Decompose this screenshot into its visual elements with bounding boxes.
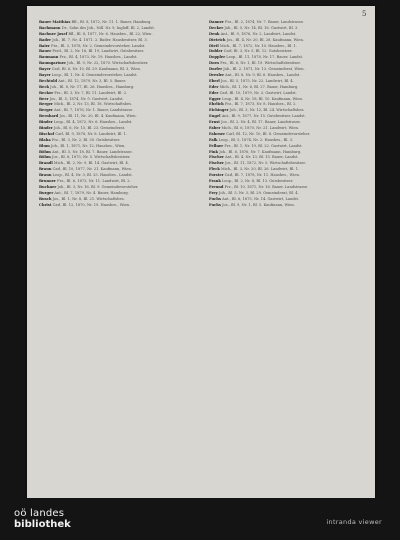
- directory-entry: [209, 120, 369, 125]
- entry-text: Frz., Bl. 4, 1873, Nr. 19. Hausbes., Landst.: [59, 55, 138, 60]
- directory-entry: [209, 91, 369, 96]
- entry-text: Carl, Bl. 7, 1878, Nr. 11. Hausbes., Wien.: [224, 173, 300, 178]
- directory-entry: [209, 126, 369, 131]
- entry-text: Mich., Bl. 3, Nr. 20, Bl. 26. Landwirt, Bl. 1.: [221, 167, 300, 172]
- directory-entry: [209, 102, 369, 107]
- directory-entry: [209, 150, 369, 155]
- entry-name: Buchner: [39, 184, 57, 189]
- entry-name: Dorfer: [209, 67, 223, 72]
- directory-entry: [39, 38, 199, 43]
- entry-text: Jos., Bl. 5, 1874, Nr. 9. Gastwirt, Landst.: [49, 96, 124, 101]
- directory-entry: [209, 197, 369, 202]
- entry-name: Beer: [39, 96, 49, 101]
- entry-name: Brandl: [39, 161, 53, 166]
- entry-text: Frz., Bl. 6, 1873, Nr. 11. Landwirt, Bl. 2.: [57, 179, 131, 184]
- entry-text: Ant., Bl. 4, Nr. 13, Bl. 15. Bauer, Landst.: [225, 155, 299, 160]
- entry-text: Joh., Bl. 8, Nr. 17, Bl. 26. Hausbes., Hamburg.: [50, 84, 135, 89]
- entry-text: Mich., Bl. 1, Nr. 6, Bl. 27. Bauer, Hamburg.: [219, 84, 299, 89]
- entry-name: Frey: [209, 190, 218, 195]
- directory-entry: [209, 132, 369, 137]
- entry-text: Frz., Bl. 7, 1873, Nr. 8. Hausbes., Bl. 2.: [224, 102, 297, 107]
- entry-name: Binder: [39, 126, 53, 131]
- entry-text: Jos., Bl. 9, Nr. 1, Bl. 5. Kaufmann, Wien.: [222, 202, 295, 207]
- directory-entry: [39, 61, 199, 66]
- directory-entry: [39, 191, 199, 196]
- directory-entry: [39, 120, 199, 125]
- entry-name: Böhm: [39, 149, 51, 154]
- entry-text: Joh., Bl. 6, Nr. 15, Bl. 23. Gemeinderat.: [53, 126, 126, 131]
- right-column: [209, 20, 369, 490]
- entry-text: Carl, Bl. 12, Nr. 10, Bl. 8. Gemeindevorsteher.: [226, 131, 311, 136]
- entry-name: Forster: [209, 173, 224, 178]
- entry-name: Denk: [209, 31, 220, 36]
- entry-name: Fellner: [209, 143, 224, 148]
- entry-name: Frank: [209, 179, 221, 184]
- entry-name: Danner: [209, 20, 224, 24]
- entry-name: Dorn: [209, 61, 220, 66]
- directory-entry: [39, 97, 199, 102]
- entry-text: Jos., Bl. 8, 1875, Nr. 5. Wirtschaftsbesitzer.: [52, 155, 131, 160]
- entry-name: Bayer: [39, 73, 51, 78]
- directory-entry: [209, 26, 369, 31]
- entry-name: Bechtold: [39, 78, 58, 83]
- directory-entry: [209, 38, 369, 43]
- entry-text: Carl, Bl. 3, Nr. 5, Bl. 12. Gutsbesitzer.: [223, 49, 293, 54]
- entry-name: Decker: [209, 25, 224, 30]
- entry-name: Bernhard: [39, 114, 59, 119]
- entry-name: Baumann: [39, 55, 59, 60]
- entry-name: Bachner Josef: [39, 31, 68, 36]
- entry-text: Carl, Bl. 6, Nr. 10, Bl. 29. Kaufmann, Bl. 3, Wien.: [51, 67, 141, 72]
- entry-text: Joh., Bl. 3, Nr. 12, Bl. 24. Wirtschaftsbes.: [229, 108, 305, 113]
- directory-entry: [39, 20, 199, 25]
- entry-text: Bfl., Bl. 8, 1872, Nr. 11. 1. Bauer, Hamburg.: [71, 20, 152, 24]
- entry-text: Frz., Bl. 3, 1878, Nr. 2. Gemeindevorsteher, Landst.: [51, 43, 146, 48]
- directory-entry: [39, 150, 199, 155]
- entry-text: Mich., Bl. 2, Nr. 9, Bl. 14. Gastwirt, Bl. 4.: [53, 161, 129, 166]
- entry-name: Binder: [39, 120, 53, 125]
- entry-name: Christ: [39, 202, 52, 207]
- directory-entry: [39, 155, 199, 160]
- entry-name: Fischer: [209, 155, 224, 160]
- directory-entry: [209, 114, 369, 119]
- entry-text: Ant., Bl. 9, 1877, Nr. 15. Gutsbesitzer, Landst.: [221, 114, 306, 119]
- directory-entry: [39, 179, 199, 184]
- directory-entry: [209, 32, 369, 37]
- entry-name: Berger: [39, 102, 53, 107]
- entry-name: Ernst: [209, 120, 220, 125]
- entry-name: Engel: [209, 114, 221, 119]
- entry-text: Jos., Bl. 11, Nr. 20, Bl. 4. Kaufmann, Wien.: [59, 114, 137, 119]
- directory-entry: [39, 144, 199, 149]
- entry-text: Ant., Bl. 6, 1875, Nr. 14. Gastwirt, Landst.: [222, 196, 300, 201]
- entry-text: Joh., Bl. 9, Nr. 22, 1870. Wirtschaftsbesitzer.: [67, 61, 149, 66]
- entry-text: Carl, Bl. 9, 1878, Nr. 8. Landwirt, Bl. 1.: [55, 131, 128, 136]
- entry-text: Leop., Bl. 4, Nr. 18, Bl. 10. Kaufmann, Wien.: [222, 96, 304, 101]
- entry-text: Ferd., Bl. 2, Nr. 16, Bl. 19, Landwirt, Gutsbesitzer.: [52, 49, 145, 54]
- directory-entry: [209, 155, 369, 160]
- entry-name: Bayer: [39, 67, 51, 72]
- directory-entry: [39, 26, 199, 31]
- directory-entry: [209, 49, 369, 54]
- directory-entry: [39, 67, 199, 72]
- entry-text: Frz., Bl. 3, Nr. 7, Bl. 11. Landwirt, Bl. 2.: [54, 90, 128, 95]
- directory-entry: [39, 197, 199, 202]
- entry-text: Jos., Bl. 2, Nr. 4, Bl. 17. Bauer, Landstrasse.: [221, 120, 301, 125]
- entry-name: Fuchs: [209, 196, 221, 201]
- entry-name: Doppler: [209, 55, 226, 60]
- directory-entry: [209, 167, 369, 172]
- entry-text: Frz., Bl. 3, Nr. 2, Bl. 30. Gutsbesitzer.: [51, 137, 121, 142]
- directory-entry: [209, 67, 369, 72]
- directory-entry: [209, 144, 369, 149]
- directory-entry: [39, 44, 199, 49]
- entry-name: Baier: [39, 43, 50, 48]
- left-column: [39, 20, 199, 490]
- entry-text: Leop., Bl. 4, Nr. 3, Bl. 25. Hausbes., Landst.: [52, 173, 133, 178]
- entry-text: Ant., Bl. 7, 1876, Nr. 1. Bauer, Landstrasse.: [54, 108, 134, 113]
- entry-name: Bauer: [39, 49, 52, 54]
- directory-entry: [209, 55, 369, 60]
- entry-text: Frz., Bl. 10, 1871, Nr. 16. Bauer, Landstrasse.: [224, 184, 309, 189]
- entry-text: Leop., Bl. 1, Nr. 4. Gemeindevorsteher, Landst.: [51, 73, 138, 78]
- entry-name: Faber: [209, 126, 221, 131]
- entry-text: Jos., Bl. 4, Nr. 20, Bl. 28. Kaufmann, Wien.: [226, 37, 305, 42]
- entry-name: Böhm: [39, 155, 51, 160]
- entry-name: Dobler: [209, 49, 223, 54]
- directory-entry: [39, 203, 199, 208]
- viewer-brand: intranda viewer: [326, 518, 382, 526]
- directory-entry: [209, 191, 369, 196]
- directory-entry: [39, 73, 199, 78]
- directory-entry: [39, 55, 199, 60]
- entry-text: Joh., Bl. 1, 1871, Nr. 12. Hausbes., Wien.: [50, 143, 126, 148]
- entry-name: Dietl: [209, 43, 219, 48]
- directory-entry: [39, 185, 199, 190]
- directory-entry: [39, 32, 199, 37]
- entry-name: Freund: [209, 184, 224, 189]
- entry-name: Fleck: [209, 167, 220, 172]
- page-number: 5: [362, 10, 367, 18]
- entry-name: Eichinger: [209, 108, 229, 113]
- logo-text-line2: bibliothek: [14, 519, 71, 530]
- entry-text: Bfl., Bl. 8, 1877, Nr. 6. Hausbes., Bl. 22, Wien.: [68, 31, 153, 36]
- directory-entry: [39, 132, 199, 137]
- directory-entry: [39, 161, 199, 166]
- entry-text: Carl, Bl. 10, 1879, Nr. 3. Gastwirt, Landst.: [219, 90, 297, 95]
- entry-name: Fischer: [209, 161, 224, 166]
- entry-text: Jos., Bl. 1, Nr. 8, Bl. 21. Wirtschaftsbes.: [52, 196, 125, 201]
- library-logo[interactable]: [14, 508, 71, 530]
- directory-entry: [39, 85, 199, 90]
- directory-entry: [39, 49, 199, 54]
- entry-name: Fuchs: [209, 202, 221, 207]
- document-page: [27, 6, 375, 498]
- entry-name: Becker: [39, 90, 54, 95]
- entry-text: Mich., Bl. 7, 1872, Nr. 10. Hausbes., Bl. 1.: [219, 43, 297, 48]
- directory-entry: [39, 173, 199, 178]
- entry-text: Leop., Bl. 11, 1878, Nr. 17. Bauer, Landst.: [226, 55, 304, 60]
- entry-text: Jos., Bl. 5, 1875, Nr. 22. Landwirt, Bl. 4.: [220, 78, 294, 83]
- directory-entry: [209, 79, 369, 84]
- entry-name: Eder: [209, 90, 219, 95]
- entry-name: Bachmann: [39, 25, 61, 30]
- directory-entry: [209, 203, 369, 208]
- entry-name: Eder: [209, 84, 219, 89]
- directory-entry: [209, 61, 369, 66]
- entry-name: Eberl: [209, 78, 220, 83]
- entry-name: Blaha: [39, 137, 51, 142]
- directory-entry: [209, 97, 369, 102]
- directory-entry: [39, 108, 199, 113]
- entry-name: Bauer Matthias: [39, 20, 71, 24]
- directory-entry: [209, 44, 369, 49]
- entry-name: Burger: [39, 190, 54, 195]
- entry-text: Dr., Sohn des Joh., Ndl. Nr. 9, Ingloff, Bl. 2, Landst.: [61, 25, 155, 30]
- entry-name: Bader: [39, 37, 52, 42]
- entry-text: Carl, Bl. 12, 1870, Nr. 19. Hausbes., Wien.: [52, 202, 131, 207]
- entry-text: Ant., Bl. 9, 1876, Nr. 2. Landwirt, Landst.: [220, 31, 297, 36]
- entry-text: Frz., Bl. 1, Nr. 19, Bl. 22. Gastwirt, Landst.: [224, 143, 303, 148]
- directory-entry: [39, 79, 199, 84]
- entry-name: Blum: [39, 143, 50, 148]
- entry-name: Berger: [39, 108, 53, 113]
- directory-entry: [39, 126, 199, 131]
- entry-name: Brunner: [39, 179, 56, 184]
- directory-entry: [209, 185, 369, 190]
- entry-text: Joh., Bl. 8, 1876, Nr. 7. Kaufmann, Hamburg.: [219, 149, 302, 154]
- entry-name: Ehrlich: [209, 102, 224, 107]
- entry-name: Fink: [209, 149, 219, 154]
- directory-entry: [39, 102, 199, 107]
- entry-text: Frz., Bl. 6, Nr. 1, Bl. 19. Wirtschaftsbesitzer.: [220, 61, 301, 66]
- entry-name: Braun: [39, 167, 52, 172]
- entry-text: Mich., Bl. 6, 1870, Nr. 21. Landwirt, Wien.: [221, 126, 299, 131]
- entry-text: Frz., Bl. 2, 1874, Nr. 7. Bauer, Landstrasse.: [225, 20, 305, 24]
- entry-text: Leop., Bl. 5, 1874, Nr. 2. Hausbes., Bl. 3.: [218, 137, 294, 142]
- entry-name: Dietrich: [209, 37, 226, 42]
- entry-text: Leop., Bl. 4, 1872, Nr. 6. Hausbes., Landst.: [53, 120, 133, 125]
- directory-entry: [209, 108, 369, 113]
- entry-text: Joh., Bl. 5, Nr. 14, Bl. 16. Gastwirt, Bl. 3.: [224, 25, 299, 30]
- entry-text: Ant., Bl. 12, 1879, Nr. 3, Bl. 5. Bauer.: [58, 78, 127, 83]
- entry-name: Falk: [209, 137, 218, 142]
- directory-entry: [39, 114, 199, 119]
- directory-entry: [209, 85, 369, 90]
- entry-text: Ant., Bl. 8, Nr. 9, Bl. 6. Hausbes., Landst.: [225, 73, 301, 78]
- directory-entry: [209, 179, 369, 184]
- directory-entry: [209, 138, 369, 143]
- entry-name: Baumgartner: [39, 61, 66, 66]
- entry-name: Busch: [39, 196, 52, 201]
- logo-text-line1: oö landes: [14, 508, 65, 519]
- entry-text: Carl, Bl. 10, 1877, Nr. 21. Kaufmann, Wien.: [52, 167, 132, 172]
- entry-text: Ant., Bl. 5, Nr. 18, Bl. 7. Bauer, Landstrasse.: [52, 149, 133, 154]
- entry-text: Joh., Bl. 5, Nr. 3, Bl. 29. Gemeinderat, Bl. 4.: [218, 190, 299, 195]
- directory-entry: [209, 161, 369, 166]
- entry-text: Ant., Bl. 7, 1879, Nr. 4. Bauer, Hamburg.: [54, 190, 129, 195]
- directory-entry: [39, 138, 199, 143]
- entry-name: Bischof: [39, 131, 55, 136]
- directory-entry: [39, 167, 199, 172]
- entry-text: Jos., Bl. 11, 1872, Nr. 5. Wirtschaftsbesitzer.: [225, 161, 306, 166]
- entry-text: Leop., Bl. 2, Nr. 8, Bl. 13. Gutsbesitzer.: [221, 179, 294, 184]
- entry-name: Beck: [39, 84, 50, 89]
- directory-entry: [209, 20, 369, 25]
- entry-name: Braun: [39, 173, 52, 178]
- entry-text: Joh., Bl. 7, Nr. 4. 1871. 2. Bader, Hausbesitzer, Bl. 3.: [52, 37, 148, 42]
- directory-entry: [209, 73, 369, 78]
- directory-entry: [39, 91, 199, 96]
- directory-entry: [209, 173, 369, 178]
- entry-name: Egger: [209, 96, 221, 101]
- entry-text: Mich., Bl. 2, Nr. 13, Bl. 18. Wirtschaftsbes.: [54, 102, 133, 107]
- entry-name: Drexler: [209, 73, 224, 78]
- entry-text: Joh., Bl. 2, 1871, Nr. 13. Gemeinderat, Wien.: [223, 67, 305, 72]
- entry-text: Joh., Bl. 3, Nr. 16, Bl. 9. Gemeindevorsteher.: [57, 184, 139, 189]
- entry-name: Fahrner: [209, 131, 225, 136]
